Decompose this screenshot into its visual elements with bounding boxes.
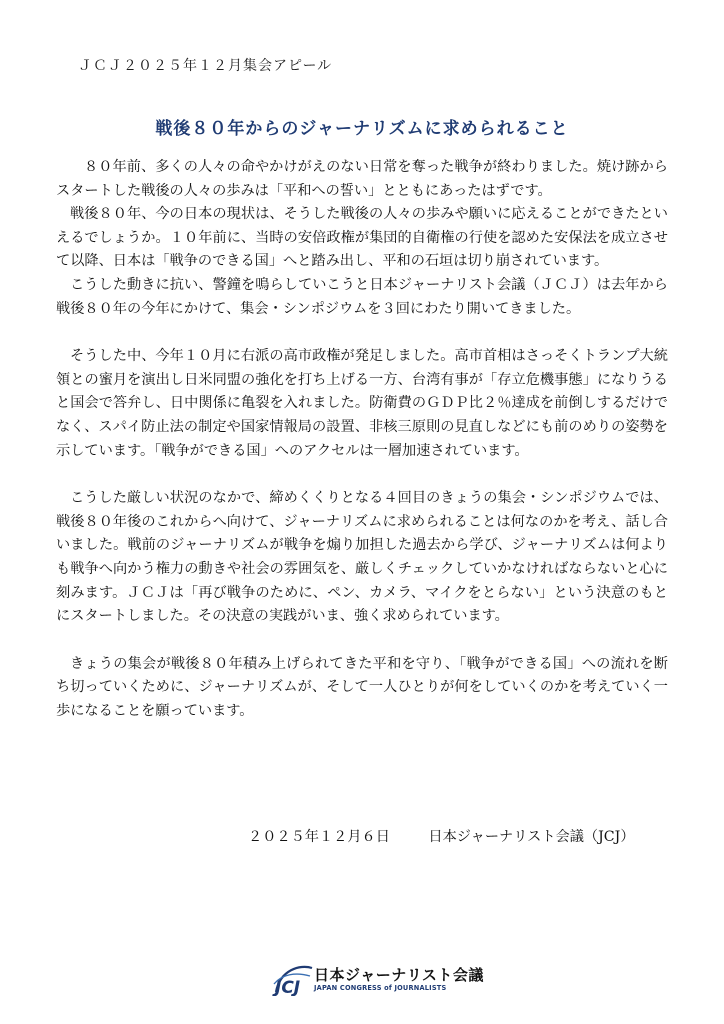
- svg-text:JCJ: JCJ: [275, 978, 301, 996]
- paragraph-spacer: [56, 321, 668, 345]
- document-title: 戦後８０年からのジャーナリズムに求められること: [155, 119, 569, 139]
- signature-line: [248, 826, 635, 846]
- paragraph-spacer: [56, 629, 668, 653]
- document-body: [56, 156, 668, 723]
- paragraph-spacer: [56, 463, 668, 487]
- jcj-logo: [270, 962, 484, 996]
- paragraph-3: こうした動きに抗い、警鐘を鳴らしていこうと日本ジャーナリスト会議（ＪＣＪ）は去年から戦後８０年の今年にかけて、集会・シンポジウムを３回にわたり開いてきました。: [56, 276, 668, 317]
- paragraph-4: そうした中、今年１０月に右派の高市政権が発足しました。高市首相はさっそくトランプ大統領との蜜月を演出し日米同盟の強化を打ち上げる一方、台湾有事が「存立危機事態」になりうると国会で答弁し、日中関係に亀裂を入れました。防衛費のＧＤＰ比２％達成を前倒しするだけでなく、スパイ防止法の制定や国家情報局の設置、非核三原則の見直しなどにも前のめりの姿勢を示しています。「戦争ができる国」へのアクセルは一層加速されています。: [56, 348, 668, 459]
- document-header: ＪＣＪ２０２５年１２月集会アピール: [78, 58, 333, 74]
- paragraph-5: こうした厳しい状況のなかで、締めくくりとなる４回目のきょうの集会・シンポジウムでは、戦後８０年後のこれからへ向けて、ジャーナリズムに求められることは何なのかを考え、話し合いました。戦前のジャーナリズムが戦争を煽り加担した過去から学び、ジャーナリズムは何よりも戦争へ向かう権力の動きや社会の雰囲気を、厳しくチェックしていかなければならないと心に刻みます。ＪＣＪは「再び戦争のために、ペン、カメラ、マイクをとらない」という決意のもとにスタートしました。その決意の実践がいま、強く求められています。: [56, 490, 668, 625]
- paragraph-2: 戦後８０年、今の日本の現状は、そうした戦後の人々の歩みや願いに応えることができたといえるでしょうか。１０年前に、当時の安倍政権が集団的自衛権の行使を認めた安保法を成立させて以降、日本は「戦争のできる国」へと踏み出し、平和の石垣は切り崩されています。: [56, 206, 668, 270]
- paragraph-6: きょうの集会が戦後８０年積み上げられてきた平和を守り、「戦争ができる国」への流れを断ち切っていくために、ジャーナリズムが、そして一人ひとりが何をしていくのかを考えていく一歩になることを願っています。: [56, 655, 668, 719]
- logo-name: 日本ジャーナリスト会議: [314, 966, 484, 984]
- signature-date: ２０２５年１２月６日: [248, 829, 390, 845]
- logo-subtitle: JAPAN CONGRESS of JOURNALISTS: [314, 984, 447, 992]
- jcj-logo-mark-icon: [270, 962, 314, 996]
- signature-organization: 日本ジャーナリスト会議（JCJ）: [428, 829, 635, 845]
- paragraph-1: ８０年前、多くの人々の命やかけがえのない日常を奪った戦争が終わりました。焼け跡からスタートした戦後の人々の歩みは「平和への誓い」とともにあったはずです。: [56, 159, 668, 199]
